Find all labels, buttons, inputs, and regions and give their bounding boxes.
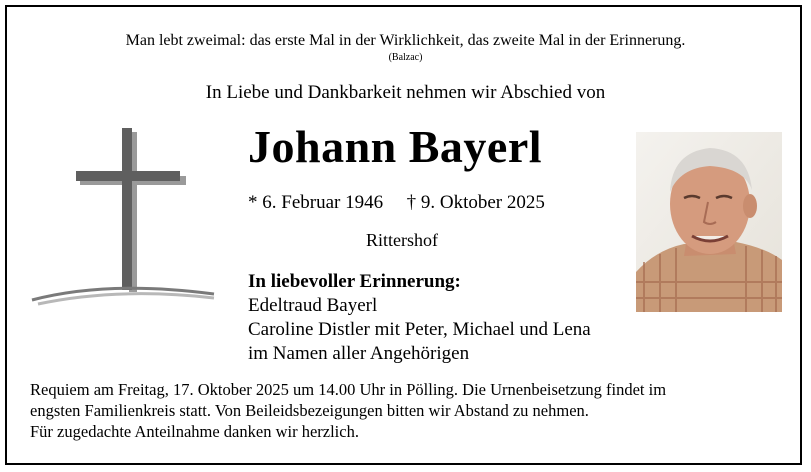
mourners-heading: In liebevoller Erinnerung: xyxy=(248,271,461,292)
footer-line: engsten Familienkreis statt. Von Beileidsbezeigungen bitten wir Abstand zu nehmen. xyxy=(30,401,589,420)
quote-text: Man lebt zweimal: das erste Mal in der Wirklichkeit, das zweite Mal in der Erinnerung. xyxy=(125,32,686,49)
quote-source: (Balzac) xyxy=(388,52,423,63)
mourners-block xyxy=(248,270,591,366)
mourner-line: im Namen aller Angehörigen xyxy=(248,343,470,364)
footer-line: Requiem am Freitag, 17. Oktober 2025 um 14.00 Uhr in Pölling. Die Urnenbeisetzung findet im xyxy=(30,380,667,399)
death-date: † 9. Oktober 2025 xyxy=(406,192,545,213)
deceased-name: Johann Bayerl xyxy=(248,121,543,172)
mourner-line: Edeltraud Bayerl xyxy=(248,295,378,316)
footer-line: Für zugedachte Anteilnahme danken wir herzlich. xyxy=(30,422,359,441)
cross-icon xyxy=(28,122,218,312)
life-dates xyxy=(248,192,545,214)
portrait-photo xyxy=(636,132,782,312)
intro-text: In Liebe und Dankbarkeit nehmen wir Abschied von xyxy=(205,82,606,103)
service-info xyxy=(30,379,666,442)
hometown: Rittershof xyxy=(366,230,438,250)
mourner-line: Caroline Distler mit Peter, Michael und Lena xyxy=(248,319,591,340)
birth-date: * 6. Februar 1946 xyxy=(248,192,384,213)
